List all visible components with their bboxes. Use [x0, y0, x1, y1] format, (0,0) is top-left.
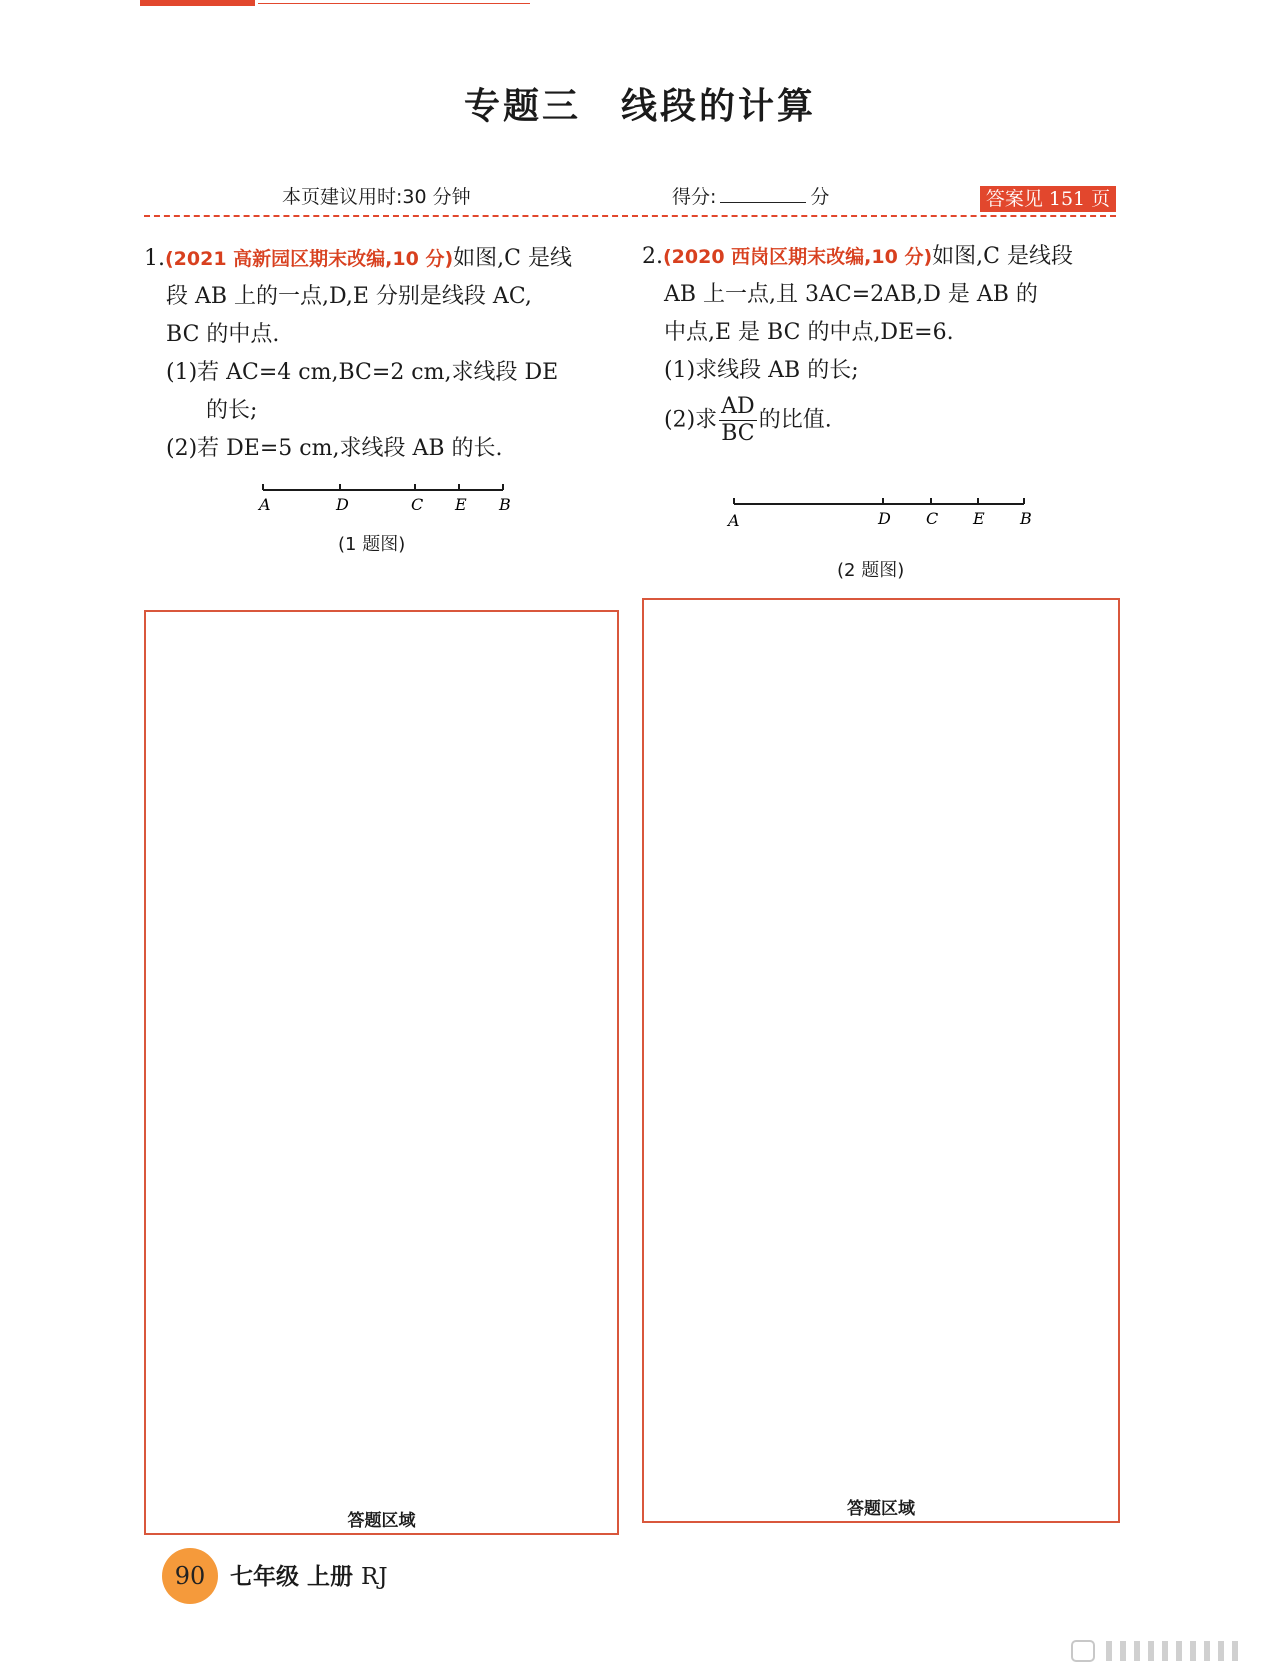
q2-text-line: 中点,E 是 BC 的中点,DE=6.: [664, 320, 954, 345]
fraction-denominator: BC: [721, 421, 755, 446]
q1-line-segment-figure: [255, 478, 515, 518]
q2-point-label-d: D: [878, 509, 891, 528]
page-number-badge: 90: [162, 1548, 218, 1604]
q1-text-line: 如图,C 是线: [453, 246, 572, 271]
q1-point-label-b: B: [499, 495, 511, 514]
score-field: [672, 182, 829, 209]
q2-text-line: 如图,C 是线段: [932, 244, 1073, 269]
score-blank[interactable]: [720, 184, 806, 203]
q2-figure-caption: (2 题图): [837, 560, 905, 581]
q2-fraction: [719, 394, 757, 447]
q2-part2-suffix: 的比值.: [758, 407, 832, 433]
q1-text-line: 段 AB 上的一点,D,E 分别是线段 AC,: [166, 284, 532, 309]
q1-source: (2021 高新园区期末改编,10 分): [165, 248, 454, 270]
q2-point-label-c: C: [926, 509, 939, 528]
q1-number: 1.: [144, 246, 165, 271]
q1-text-line: BC 的中点.: [166, 322, 280, 347]
answer-area-2[interactable]: [642, 598, 1120, 1523]
q1-point-label-a: A: [259, 495, 271, 514]
score-unit: 分: [810, 186, 830, 208]
q1-point-label-c: C: [411, 495, 424, 514]
time-note: 本页建议用时:30 分钟: [282, 186, 471, 208]
q2-point-label-b: B: [1020, 509, 1032, 528]
answer-area-label: 答题区域: [847, 1499, 915, 1519]
q2-source: (2020 西岗区期末改编,10 分): [663, 246, 933, 268]
q2-part2: [642, 394, 1122, 447]
question-2: [642, 238, 1122, 447]
answer-reference-badge: 答案见 151 页: [980, 186, 1116, 212]
grade-label: [230, 1558, 388, 1591]
answer-area-1[interactable]: [144, 610, 619, 1535]
q2-number: 2.: [642, 244, 663, 269]
q2-line-segment-figure: [726, 490, 1036, 534]
q1-figure-caption: (1 题图): [338, 534, 406, 555]
grade-text: 七年级 上册: [230, 1564, 354, 1590]
answer-area-label: 答题区域: [347, 1511, 416, 1531]
q1-part1: (1)若 AC=4 cm,BC=2 cm,求线段 DE: [166, 360, 559, 385]
q2-point-label-a: A: [728, 511, 740, 530]
header-divider: [144, 215, 1116, 217]
q1-part1-continued: 的长;: [206, 398, 258, 423]
title-prefix: 专题三: [463, 86, 581, 127]
fraction-numerator: AD: [721, 394, 755, 419]
top-accent-bar: [140, 0, 255, 6]
q2-part1: (1)求线段 AB 的长;: [664, 358, 859, 383]
edition-text: RJ: [361, 1564, 388, 1590]
title-main: 线段的计算: [621, 86, 817, 127]
q1-point-label-e: E: [455, 495, 467, 514]
q1-point-label-d: D: [336, 495, 349, 514]
top-accent-line: [258, 3, 530, 4]
score-label: 得分:: [672, 186, 717, 208]
q2-text-line: AB 上一点,且 3AC=2AB,D 是 AB 的: [664, 282, 1038, 307]
q2-point-label-e: E: [973, 509, 985, 528]
watermark-icon: [1070, 1638, 1250, 1664]
question-1: [144, 240, 619, 468]
page-title: [0, 78, 1280, 129]
q1-part2: (2)若 DE=5 cm,求线段 AB 的长.: [166, 436, 503, 461]
q2-part2-prefix: (2)求: [664, 407, 718, 433]
